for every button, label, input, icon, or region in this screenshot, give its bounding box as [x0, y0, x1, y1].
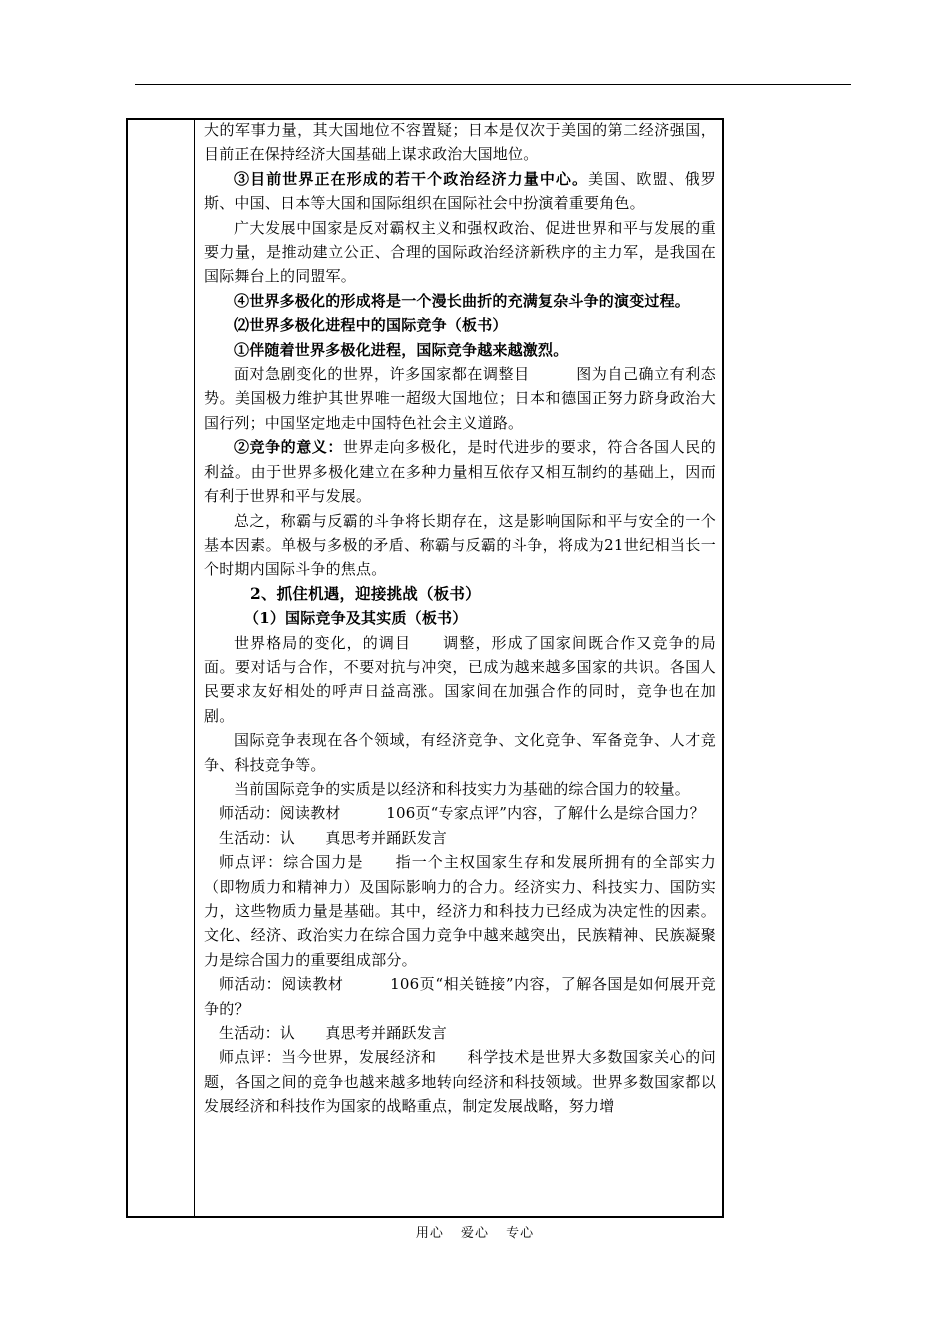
paragraph: 总之，称霸与反霸的斗争将长期存在，这是影响国际和平与安全的一个基本因素。单极与多极的矛盾、称霸与反霸的斗争，将成为21世纪相当长一个时期内国际斗争的焦点。: [204, 511, 716, 579]
header-rule: [135, 84, 851, 85]
paragraph: ⑵世界多极化进程中的国际竞争（板书）: [234, 316, 508, 335]
paragraph: 师点评：综合国力是 指一个主权国家生存和发展所拥有的全部实力（即物质力和精神力）及国际影响力的合力。经济实力、科技实力、国防实力，这些物质力量是基础。其中，经济力和科技力已经成为决定性的因素。文化、经济、政治实力在综合国力竞争中越来越突出，民族精神、民族凝聚力是综合国力的重要组成部分。: [204, 853, 716, 969]
paragraph: 世界格局的变化，的调目 调整，形成了国家间既合作又竞争的局面。要对话与合作，不要对抗与冲突，已成为越来越多国家的共识。各国人民要求友好相处的呼声日益高涨。国家间在加强合作的同时，竞争也在加剧。: [204, 633, 716, 725]
paragraph-body: 美国、欧盟、俄罗斯、中国、日本等大国和国际组织在国际社会中扮演着重要角色。: [204, 169, 716, 213]
column-divider: [194, 120, 195, 1216]
paragraph-lead: ③目前世界正在形成的若干个政治经济力量中心。: [234, 169, 589, 188]
paragraph: 广大发展中国家是反对霸权主义和强权政治、促进世界和平与发展的重要力量，是推动建立公正、合理的国际政治经济新秩序的主力军，是我国在国际舞台上的同盟军。: [204, 218, 716, 286]
lesson-content: [204, 118, 716, 1119]
footer-text-3: 专心: [506, 1226, 535, 1241]
footer-text-2: 爱心: [460, 1226, 489, 1241]
paragraph: 师点评：当今世界，发展经济和 科学技术是世界大多数国家关心的问题，各国之间的竞争也越来越多地转向经济和科技领域。世界多数国家都以发展经济和科技作为国家的战略重点，制定发展战略，努力增: [204, 1048, 716, 1116]
paragraph: 师活动：阅读教材 106页“相关链接”内容，了解各国是如何展开竞争的？: [204, 975, 716, 1018]
paragraph-lead: ②竞争的意义：: [234, 438, 343, 457]
paragraph: （1）国际竞争及其实质（板书）: [244, 609, 468, 628]
paragraph: [204, 167, 716, 216]
paragraph: ④世界多极化的形成将是一个漫长曲折的充满复杂斗争的演变过程。: [234, 291, 691, 310]
paragraph: 生活动：认 真思考并踊跃发言: [219, 828, 448, 847]
paragraph: 当前国际竞争的实质是以经济和科技实力为基础的综合国力的较量。: [234, 779, 691, 798]
paragraph: [204, 435, 716, 508]
paragraph: 面对急剧变化的世界，许多国家都在调整目 图为自己确立有利态势。美国极力维护其世界唯一超级大国地位；日本和德国正努力跻身政治大国行列；中国坚定地走中国特色社会主义道路。: [204, 365, 716, 432]
paragraph: 师活动：阅读教材 106页“专家点评”内容，了解什么是综合国力？: [219, 804, 705, 823]
paragraph-body: 世界走向多极化，是时代进步的要求，符合各国人民的利益。由于世界多极化建立在多种力量相互依存又相互制约的基础上，因而有利于世界和平与发展。: [204, 438, 716, 506]
paragraph: 大的军事力量，其大国地位不容置疑；日本是仅次于美国的第二经济强国，目前正在保持经济大国基础上谋求政治大国地位。: [204, 121, 716, 164]
paragraph: 2、抓住机遇，迎接挑战（板书）: [250, 583, 481, 603]
paragraph: ①伴随着世界多极化进程，国际竞争越来越激烈。: [234, 340, 569, 359]
footer-text-1: 用心: [415, 1226, 444, 1241]
paragraph: 生活动：认 真思考并踊跃发言: [219, 1024, 448, 1043]
page-footer: [0, 1222, 950, 1241]
paragraph: 国际竞争表现在各个领域，有经济竞争、文化竞争、军备竞争、人才竞争、科技竞争等。: [204, 731, 716, 774]
